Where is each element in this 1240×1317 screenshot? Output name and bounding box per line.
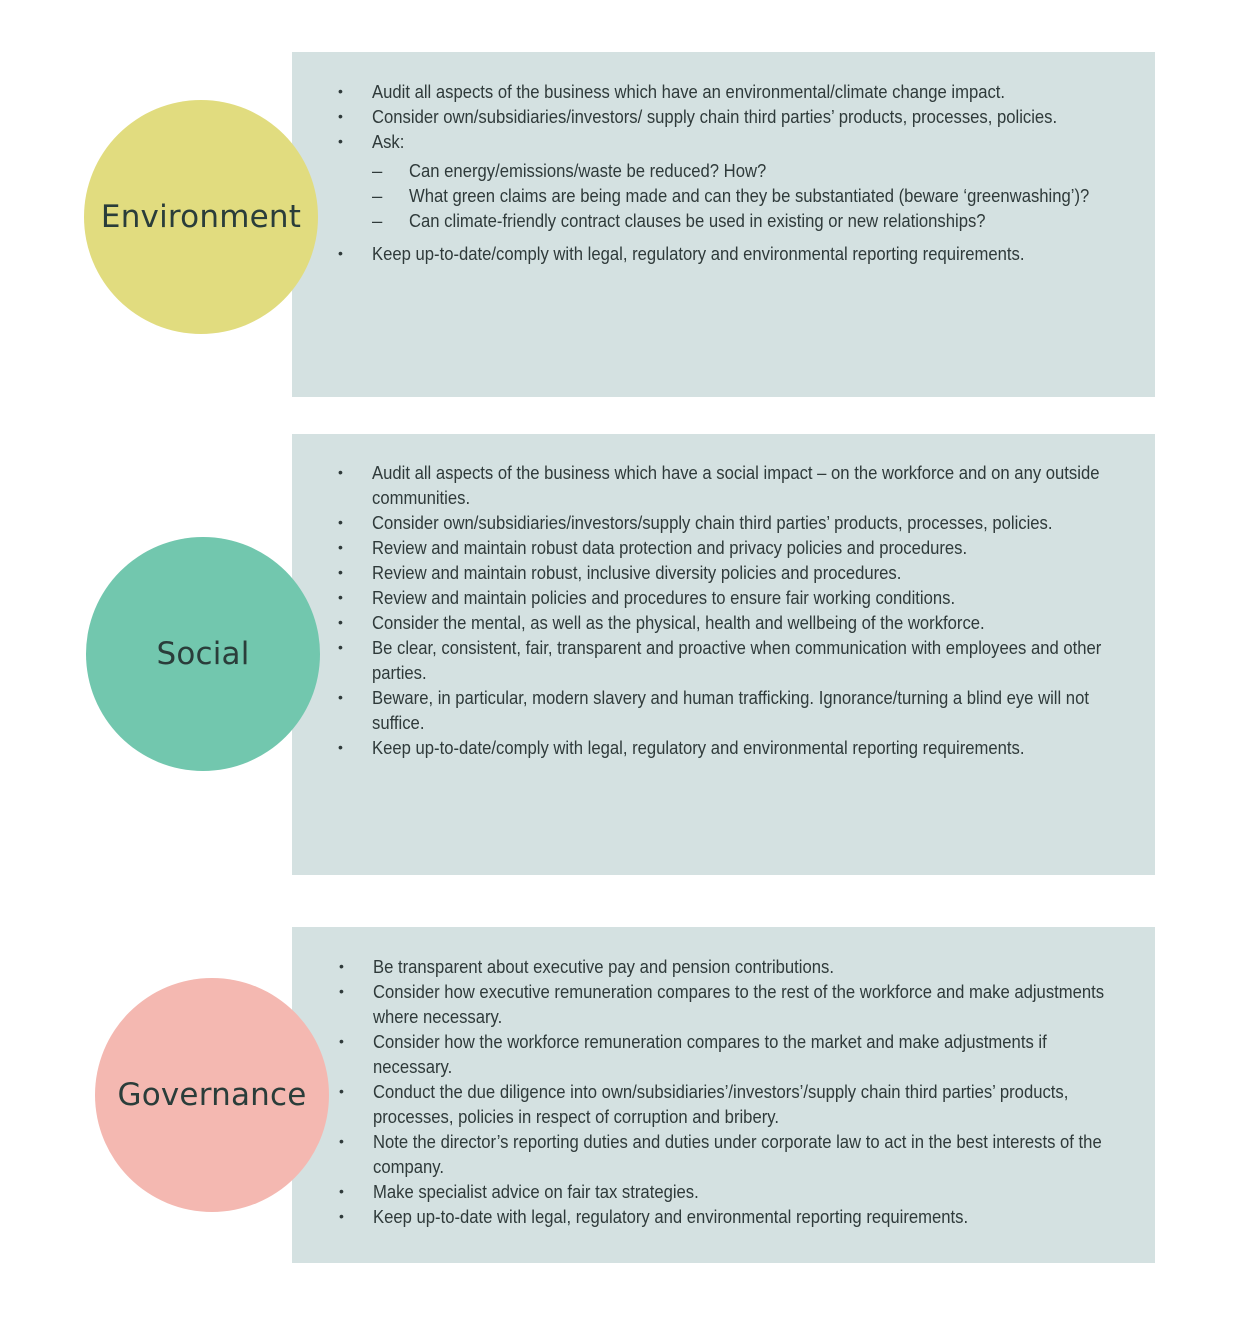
list-item-text: Conduct the due diligence into own/subsidiaries’/investors’/supply chain third parties’ products, processes, policies in respect of corruption and bribery. [373,1081,1069,1127]
list-item-text: Review and maintain robust, inclusive diversity policies and procedures. [372,562,902,583]
list-item [338,241,1092,266]
bullet-icon: • [339,958,344,974]
sub-list-item-text: Can climate-friendly contract clauses be used in existing or new relationships? [409,210,986,231]
dash-icon: – [372,160,383,181]
social-title: Social [156,636,250,672]
bullet-icon: • [338,639,343,655]
bullet-icon: • [339,1183,344,1199]
list-item-text: Consider own/subsidiaries/investors/ supply chain third parties’ products, processes, policies. [372,106,1058,127]
list-item [338,129,1092,233]
environment-circle [84,100,318,334]
bullet-icon: • [339,1208,344,1224]
list-item [339,954,1113,979]
list-item-text: Ask: [372,131,405,152]
list-item [338,585,1112,610]
bullet-icon: • [338,464,343,480]
list-item-text: Keep up-to-date/comply with legal, regulatory and environmental reporting requirements. [372,737,1025,758]
list-item-text: Consider own/subsidiaries/investors/supply chain third parties’ products, processes, policies. [372,512,1053,533]
bullet-icon: • [338,739,343,755]
bullet-icon: • [338,564,343,580]
sub-list-item [372,208,1092,233]
list-item [338,460,1112,510]
bullet-icon: • [338,689,343,705]
bullet-icon: • [338,245,343,261]
list-item-text: Review and maintain robust data protection and privacy policies and procedures. [372,537,968,558]
social-list [338,460,1112,760]
sub-list-item [372,158,1092,183]
list-item-text: Review and maintain policies and procedures to ensure fair working conditions. [372,587,956,608]
list-item-text: Keep up-to-date with legal, regulatory and environmental reporting requirements. [373,1206,969,1227]
sub-list-item-text: Can energy/emissions/waste be reduced? How? [409,160,767,181]
list-item-text: Consider how the workforce remuneration compares to the market and make adjustments if necessary. [373,1031,1047,1077]
environment-list [338,79,1092,266]
list-item [338,104,1092,129]
list-item [338,79,1092,104]
list-item [338,635,1112,685]
list-item [339,1079,1113,1129]
bullet-icon: • [339,1083,344,1099]
bullet-icon: • [339,983,344,999]
governance-panel [292,927,1155,1263]
environment-panel [292,52,1155,397]
list-item-text: Be clear, consistent, fair, transparent and proactive when communication with employees and other parties. [372,637,1102,683]
list-item [338,610,1112,635]
sub-list [372,158,1092,233]
list-item [338,535,1112,560]
list-item [338,735,1112,760]
dash-icon: – [372,185,383,206]
governance-title: Governance [117,1077,307,1113]
list-item-text: Beware, in particular, modern slavery and human trafficking. Ignorance/turning a blind eye will not suffice. [372,687,1089,733]
list-item-text: Audit all aspects of the business which have an environmental/climate change impact. [372,81,1006,102]
bullet-icon: • [338,614,343,630]
bullet-icon: • [338,589,343,605]
sub-list-item [372,183,1092,208]
sub-list-item-text: What green claims are being made and can they be substantiated (beware ‘greenwashing’)? [409,185,1090,206]
environment-title: Environment [100,199,302,235]
social-circle [86,537,320,771]
list-item-text: Make specialist advice on fair tax strategies. [373,1181,699,1202]
list-item-text: Be transparent about executive pay and pension contributions. [373,956,834,977]
bullet-icon: • [339,1033,344,1049]
list-item [338,685,1112,735]
bullet-icon: • [338,108,343,124]
list-item [339,1204,1113,1229]
dash-icon: – [372,210,383,231]
list-item-text: Consider how executive remuneration compares to the rest of the workforce and make adjustments where necessary. [373,981,1105,1027]
list-item [338,560,1112,585]
list-item [339,1129,1113,1179]
bullet-icon: • [338,514,343,530]
bullet-icon: • [338,133,343,149]
bullet-icon: • [338,83,343,99]
governance-circle [95,978,329,1212]
social-panel [292,434,1155,875]
bullet-icon: • [338,539,343,555]
list-item [338,510,1112,535]
governance-list [339,954,1113,1229]
bullet-icon: • [339,1133,344,1149]
list-item-text: Audit all aspects of the business which have a social impact – on the workforce and on any outside communities. [372,462,1100,508]
list-item [339,1179,1113,1204]
list-item [339,1029,1113,1079]
list-item-text: Note the director’s reporting duties and duties under corporate law to act in the best interests of the company. [373,1131,1102,1177]
list-item-text: Keep up-to-date/comply with legal, regulatory and environmental reporting requirements. [372,243,1025,264]
list-item [339,979,1113,1029]
list-item-text: Consider the mental, as well as the physical, health and wellbeing of the workforce. [372,612,985,633]
